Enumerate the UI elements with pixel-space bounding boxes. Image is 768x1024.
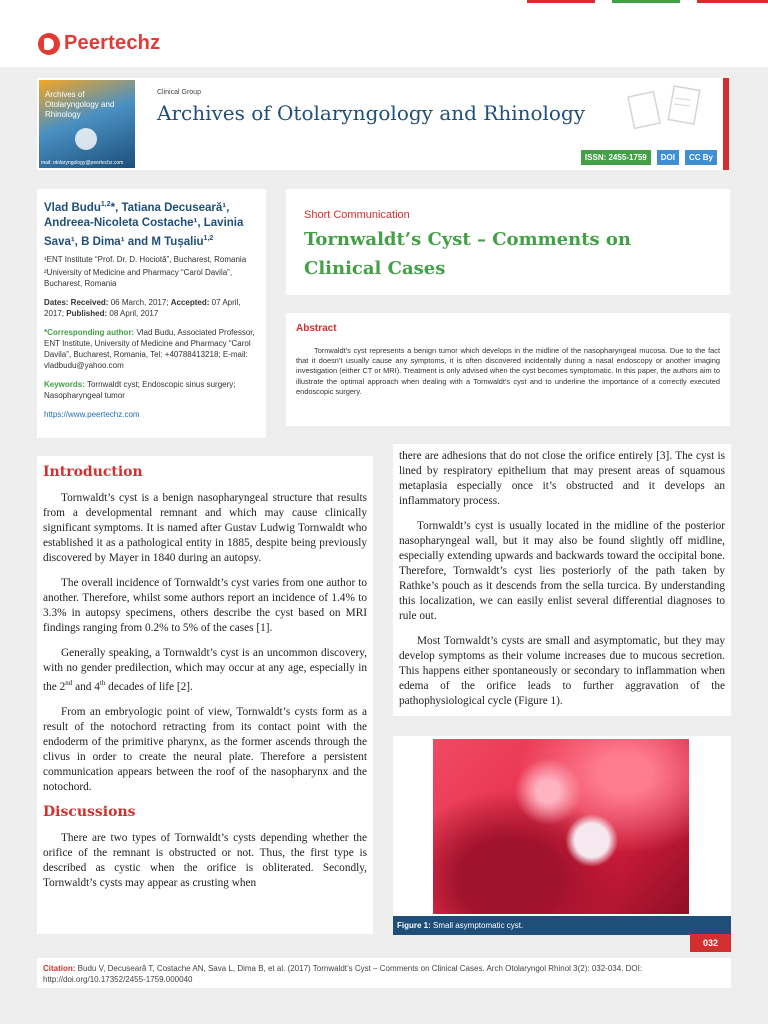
corresponding-label: *Corresponding author:	[44, 327, 135, 337]
discussions-heading: Discussions	[43, 803, 136, 820]
corresponding-author	[44, 327, 260, 371]
article-title-box	[286, 189, 730, 295]
endoscopy-photo	[433, 739, 689, 914]
accepted-date: 07 April, 2017;	[44, 297, 241, 318]
p3-sup-1: nd	[65, 679, 73, 687]
intro-paragraph-4: From an embryologic point of view, Tornwaldt’s cysts form as a result of the notochord retracting from its contact point with the endoderm of the primitive pharynx, as the former ascends through the clivus in order to create the neural plate. Therefore a persistent communication appears between the roof of the nasopharynx and the notochord.	[43, 705, 367, 793]
article-title: Tornwaldt’s Cyst – Comments on Clinical Cases	[304, 229, 632, 279]
introduction-heading: Introduction	[43, 464, 143, 480]
corresponding-text: Vlad Budu, Associated Professor, ENT Institute, University of Medicine and Pharmacy “Carol Davila”, Bucharest, Romania, Tel: +40788413218; E-mail: vladbudu@yahoo.com	[44, 327, 255, 370]
abstract-heading: Abstract	[296, 323, 337, 334]
right-paragraph-2: Tornwaldt’s cyst is usually located in the midline of the posterior nasopharyngeal wall, but it may also be found slightly off midline, especially extending upwards and backwards toward the occipital bone. Therefore, Tornwaldt’s cyst lies posteriorly of the path taken by Rathke’s pouch as it descends from the sella turcica. By understanding this localization, we can easily enlist several differential diagnoses to rule out.	[399, 520, 725, 622]
p3-sup-2: th	[99, 679, 106, 687]
top-stripe-red	[527, 0, 595, 3]
document-decoration-icon	[627, 84, 707, 136]
header-accent-bar	[723, 78, 729, 170]
published-date: 08 April, 2017	[107, 308, 159, 318]
figure-caption	[393, 916, 731, 935]
keywords-text: Tornwaldt cyst; Endoscopic sinus surgery; Nasopharyngeal tumor	[44, 379, 236, 400]
journal-badges	[581, 150, 717, 165]
citation-box	[37, 958, 731, 988]
caption-label: Figure 1:	[397, 921, 431, 930]
logo-text: Peertechz	[64, 32, 161, 54]
published-label: Published:	[66, 308, 108, 318]
accepted-label: Accepted:	[170, 297, 210, 307]
journal-title: Archives of Otolaryngology and Rhinology	[157, 101, 586, 125]
keywords	[44, 379, 260, 401]
page-number: 032	[690, 934, 731, 952]
discussion-paragraph-1: There are two types of Tornwaldt’s cysts depending whether the orifice of the remnant is obstructed or not. Thus, the first type is described as cystic when the orifice is obliterated. Secondly, Tornwaldt’s cysts may appear as crusting when	[43, 831, 367, 889]
caption-text: Small asymptomatic cyst.	[430, 921, 524, 930]
figure-1	[393, 736, 731, 935]
doi-badge[interactable]: DOI	[657, 150, 679, 165]
intro-paragraph-1: Tornwaldt’s cyst is a benign nasopharyngeal structure that results from a developmental remnant and which may cause clinically significant symptoms. It is named after Gustav Ludwig Tornwaldt who established it as a pathological entity in 1885, despite being previously discovered by Mayer in 1840 during an autopsy.	[43, 492, 367, 564]
author-rest: *, Tatiana Decuseară¹, Andreea-Nicoleta Costache¹, Lavinia Sava¹, B Dima¹ and M Tușaliu	[44, 201, 244, 248]
issn-badge[interactable]: ISSN: 2455-1759	[581, 150, 651, 165]
abstract-box	[286, 313, 730, 426]
cc-by-badge[interactable]: CC By	[685, 150, 717, 165]
author-first: Vlad Budu	[44, 201, 101, 214]
citation-text: Budu V, Decuseară T, Costache AN, Sava L, Dima B, et al. (2017) Tornwaldt’s Cyst – Comments on Clinical Cases. Arch Otolaryngol Rhinol 3(2): 032-034. DOI: http://doi.org/10.17352/2455-1759.000040	[43, 964, 643, 984]
website-link[interactable]: https://www.peertechz.com	[44, 409, 140, 419]
body-left-column	[37, 456, 373, 934]
article-type: Short Communication	[304, 209, 410, 221]
peertechz-logo-icon	[38, 33, 60, 55]
author-info-box	[37, 189, 266, 438]
intro-paragraph-3	[43, 646, 367, 695]
publisher-logo[interactable]	[38, 32, 160, 55]
top-bar	[0, 0, 768, 67]
p3-part-a: Generally speaking, a Tornwaldt’s cyst is an uncommon discovery, with no gender predilection, which may occur at any age, especially in the 2	[43, 647, 367, 693]
author-first-sup: 1,2	[100, 201, 111, 208]
cover-mail: mail: otolaryngology@peertechz.com	[41, 160, 124, 166]
body-right-column	[393, 444, 731, 716]
intro-paragraph-2: The overall incidence of Tornwaldt’s cyst varies from one author to another. Therefore, whilst some authors report an incidence of 1.4% to 3.3% in autopsy specimens, others describe the cyst based on MRI findings ranging from 0.2% to 5% of the cases [1].	[43, 577, 367, 634]
received-date: 06 March, 2017;	[108, 297, 171, 307]
affiliation-1: ¹ENT Institute “Prof. Dr. D. Hociotă”, Bucharest, Romania	[44, 254, 247, 264]
top-stripe-green	[612, 0, 680, 3]
abstract-text: Tornwaldt’s cyst represents a benign tumor which develops in the midline of the nasopharyngeal mucosa. Due to the fact that it doesn’t usually cause any symptoms, it is often discovered incidentally during a nasal endoscopy or another imaging investigation (either CT or MRI). Treatment is only advised when the cyst becomes symptomatic. In this paper, the authors aim to illustrate the optimal approach when dealing with a Tornwaldt’s cyst and to underline the importance of a correctly executed endoscopic surgery.	[296, 346, 720, 396]
citation-label: Citation:	[43, 964, 76, 973]
p3-part-b: and 4	[72, 680, 100, 693]
received-label: Dates: Received:	[44, 297, 109, 307]
article-dates	[44, 297, 260, 319]
right-paragraph-3: Most Tornwaldt’s cysts are small and asymptomatic, but they may develop symptoms as their volume increases due to mucous secretion. This happens either spontaneously or secondary to inflammation when edema of the orifice leads to further aggravation of the pathophysiological cycle (Figure 1).	[399, 635, 725, 707]
clinical-group-label: Clinical Group	[157, 89, 201, 96]
cover-emblem-icon	[75, 128, 97, 150]
author-last-sup: 1,2	[203, 234, 214, 242]
author-list	[44, 197, 260, 250]
journal-header	[37, 78, 729, 170]
cover-title: Archives of Otolaryngology and Rhinology	[45, 90, 115, 119]
p3-part-c: decades of life [2].	[105, 680, 193, 693]
journal-cover-image	[39, 80, 135, 168]
affiliation-2: ²University of Medicine and Pharmacy “Carol Davila”, Bucharest, Romania	[44, 267, 233, 288]
top-stripe-red-right	[697, 0, 768, 3]
right-paragraph-1: there are adhesions that do not close the orifice entirely [3]. The cyst is lined by respiratory epithelium that may present areas of squamous metaplasia especially once it’s obstructed and it develops an inflammatory process.	[399, 450, 725, 507]
keywords-label: Keywords:	[44, 379, 85, 389]
